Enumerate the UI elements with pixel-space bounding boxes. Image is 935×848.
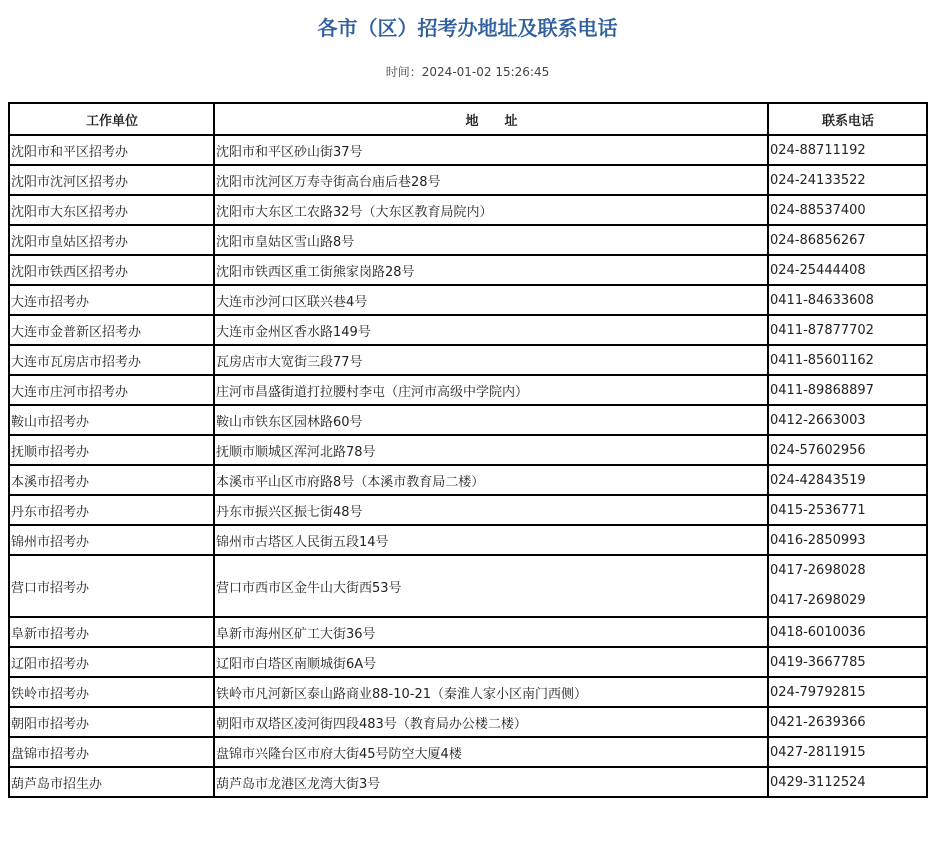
address-cell: 葫芦岛市龙港区龙湾大街3号: [214, 767, 768, 797]
phone-number: 0416-2850993: [770, 532, 866, 548]
header-phone: 联系电话: [768, 103, 927, 135]
publish-time-value: 2024-01-02 15:26:45: [421, 65, 550, 79]
unit-cell: 大连市招考办: [9, 285, 214, 315]
phone-number: 0411-85601162: [770, 352, 874, 368]
unit-cell: 锦州市招考办: [9, 525, 214, 555]
phone-cell: [768, 617, 927, 647]
phone-cell: [768, 375, 927, 405]
phone-number: 0417-2698029: [770, 593, 866, 608]
table-row: [9, 375, 927, 405]
address-cell: 庄河市昌盛街道打拉腰村李屯（庄河市高级中学院内）: [214, 375, 768, 405]
unit-cell: 大连市瓦房店市招考办: [9, 345, 214, 375]
unit-cell: 朝阳市招考办: [9, 707, 214, 737]
table-row: [9, 555, 927, 617]
address-cell: 沈阳市大东区工农路32号（大东区教育局院内）: [214, 195, 768, 225]
table-row: [9, 707, 927, 737]
table-row: [9, 165, 927, 195]
unit-cell: 沈阳市沈河区招考办: [9, 165, 214, 195]
address-cell: 本溪市平山区市府路8号（本溪市教育局二楼）: [214, 465, 768, 495]
phone-number: 0411-84633608: [770, 292, 874, 308]
phone-cell: [768, 647, 927, 677]
phone-cell: [768, 195, 927, 225]
unit-cell: 大连市庄河市招考办: [9, 375, 214, 405]
phone-cell: [768, 405, 927, 435]
address-cell: 大连市金州区香水路149号: [214, 315, 768, 345]
unit-cell: 本溪市招考办: [9, 465, 214, 495]
unit-cell: 盘锦市招考办: [9, 737, 214, 767]
phone-number: 024-88537400: [770, 202, 866, 218]
address-cell: 瓦房店市大宽街三段77号: [214, 345, 768, 375]
address-cell: 营口市西市区金牛山大街西53号: [214, 555, 768, 617]
phone-number: 024-88711192: [770, 142, 866, 158]
table-row: [9, 225, 927, 255]
phone-number: 024-57602956: [770, 442, 866, 458]
address-cell: 锦州市古塔区人民街五段14号: [214, 525, 768, 555]
page-title: 各市（区）招考办地址及联系电话: [317, 16, 618, 40]
address-cell: 铁岭市凡河新区泰山路商业88-10-21（秦淮人家小区南门西侧）: [214, 677, 768, 707]
address-cell: 沈阳市沈河区万寿寺街高台庙后巷28号: [214, 165, 768, 195]
address-cell: 沈阳市皇姑区雪山路8号: [214, 225, 768, 255]
unit-cell: 营口市招考办: [9, 555, 214, 617]
table-row: [9, 525, 927, 555]
phone-cell: [768, 285, 927, 315]
phone-number: 024-25444408: [770, 262, 866, 278]
unit-cell: 铁岭市招考办: [9, 677, 214, 707]
phone-cell: [768, 707, 927, 737]
address-cell: 丹东市振兴区振七街48号: [214, 495, 768, 525]
phone-number: 0412-2663003: [770, 412, 866, 428]
header-unit: 工作单位: [9, 103, 214, 135]
phone-number: 024-86856267: [770, 232, 866, 248]
table-row: [9, 345, 927, 375]
header-address: 地 址: [214, 103, 768, 135]
phone-cell: [768, 465, 927, 495]
unit-cell: 沈阳市铁西区招考办: [9, 255, 214, 285]
address-cell: 辽阳市白塔区南顺城街6A号: [214, 647, 768, 677]
phone-cell: [768, 345, 927, 375]
phone-number: 024-79792815: [770, 684, 866, 700]
phone-cell: [768, 525, 927, 555]
unit-cell: 大连市金普新区招考办: [9, 315, 214, 345]
unit-cell: 葫芦岛市招生办: [9, 767, 214, 797]
phone-number: 0421-2639366: [770, 714, 866, 730]
unit-cell: 丹东市招考办: [9, 495, 214, 525]
unit-cell: 鞍山市招考办: [9, 405, 214, 435]
table-row: [9, 255, 927, 285]
phone-cell: [768, 555, 927, 617]
table-row: [9, 495, 927, 525]
phone-number: 0411-87877702: [770, 322, 874, 338]
table-row: [9, 647, 927, 677]
phone-cell: [768, 737, 927, 767]
publish-time-label: 时间：: [385, 65, 422, 79]
contacts-table: [8, 102, 928, 798]
phone-cell: [768, 435, 927, 465]
address-cell: 沈阳市和平区砂山街37号: [214, 135, 768, 165]
table-row: [9, 617, 927, 647]
phone-cell: [768, 135, 927, 165]
table-row: [9, 677, 927, 707]
table-row: [9, 737, 927, 767]
address-cell: 大连市沙河口区联兴巷4号: [214, 285, 768, 315]
unit-cell: 沈阳市大东区招考办: [9, 195, 214, 225]
phone-cell: [768, 767, 927, 797]
phone-number: 024-42843519: [770, 472, 866, 488]
phone-number: 0429-3112524: [770, 774, 866, 790]
phone-cell: [768, 315, 927, 345]
table-header-row: [9, 103, 927, 135]
table-row: [9, 135, 927, 165]
phone-cell: [768, 255, 927, 285]
address-cell: 阜新市海州区矿工大街36号: [214, 617, 768, 647]
address-cell: 鞍山市铁东区园林路60号: [214, 405, 768, 435]
phone-number: 0417-2698028: [770, 563, 866, 578]
table-row: [9, 435, 927, 465]
table-row: [9, 195, 927, 225]
phone-number: 0418-6010036: [770, 624, 866, 640]
phone-number: 0427-2811915: [770, 744, 866, 760]
table-row: [9, 465, 927, 495]
address-cell: 盘锦市兴隆台区市府大街45号防空大厦4楼: [214, 737, 768, 767]
phone-cell: [768, 225, 927, 255]
publish-time: [0, 64, 935, 80]
table-row: [9, 285, 927, 315]
unit-cell: 阜新市招考办: [9, 617, 214, 647]
unit-cell: 沈阳市皇姑区招考办: [9, 225, 214, 255]
table-body: [9, 135, 927, 797]
phone-cell: [768, 495, 927, 525]
phone-number: 0415-2536771: [770, 502, 866, 518]
address-cell: 沈阳市铁西区重工街熊家岗路28号: [214, 255, 768, 285]
unit-cell: 辽阳市招考办: [9, 647, 214, 677]
table-row: [9, 405, 927, 435]
phone-number: 0411-89868897: [770, 382, 874, 398]
phone-number: 0419-3667785: [770, 654, 866, 670]
phone-cell: [768, 677, 927, 707]
unit-cell: 沈阳市和平区招考办: [9, 135, 214, 165]
table-row: [9, 315, 927, 345]
address-cell: 朝阳市双塔区凌河街四段483号（教育局办公楼二楼）: [214, 707, 768, 737]
phone-cell: [768, 165, 927, 195]
phone-number: 024-24133522: [770, 172, 866, 188]
address-cell: 抚顺市顺城区浑河北路78号: [214, 435, 768, 465]
unit-cell: 抚顺市招考办: [9, 435, 214, 465]
table-row: [9, 767, 927, 797]
